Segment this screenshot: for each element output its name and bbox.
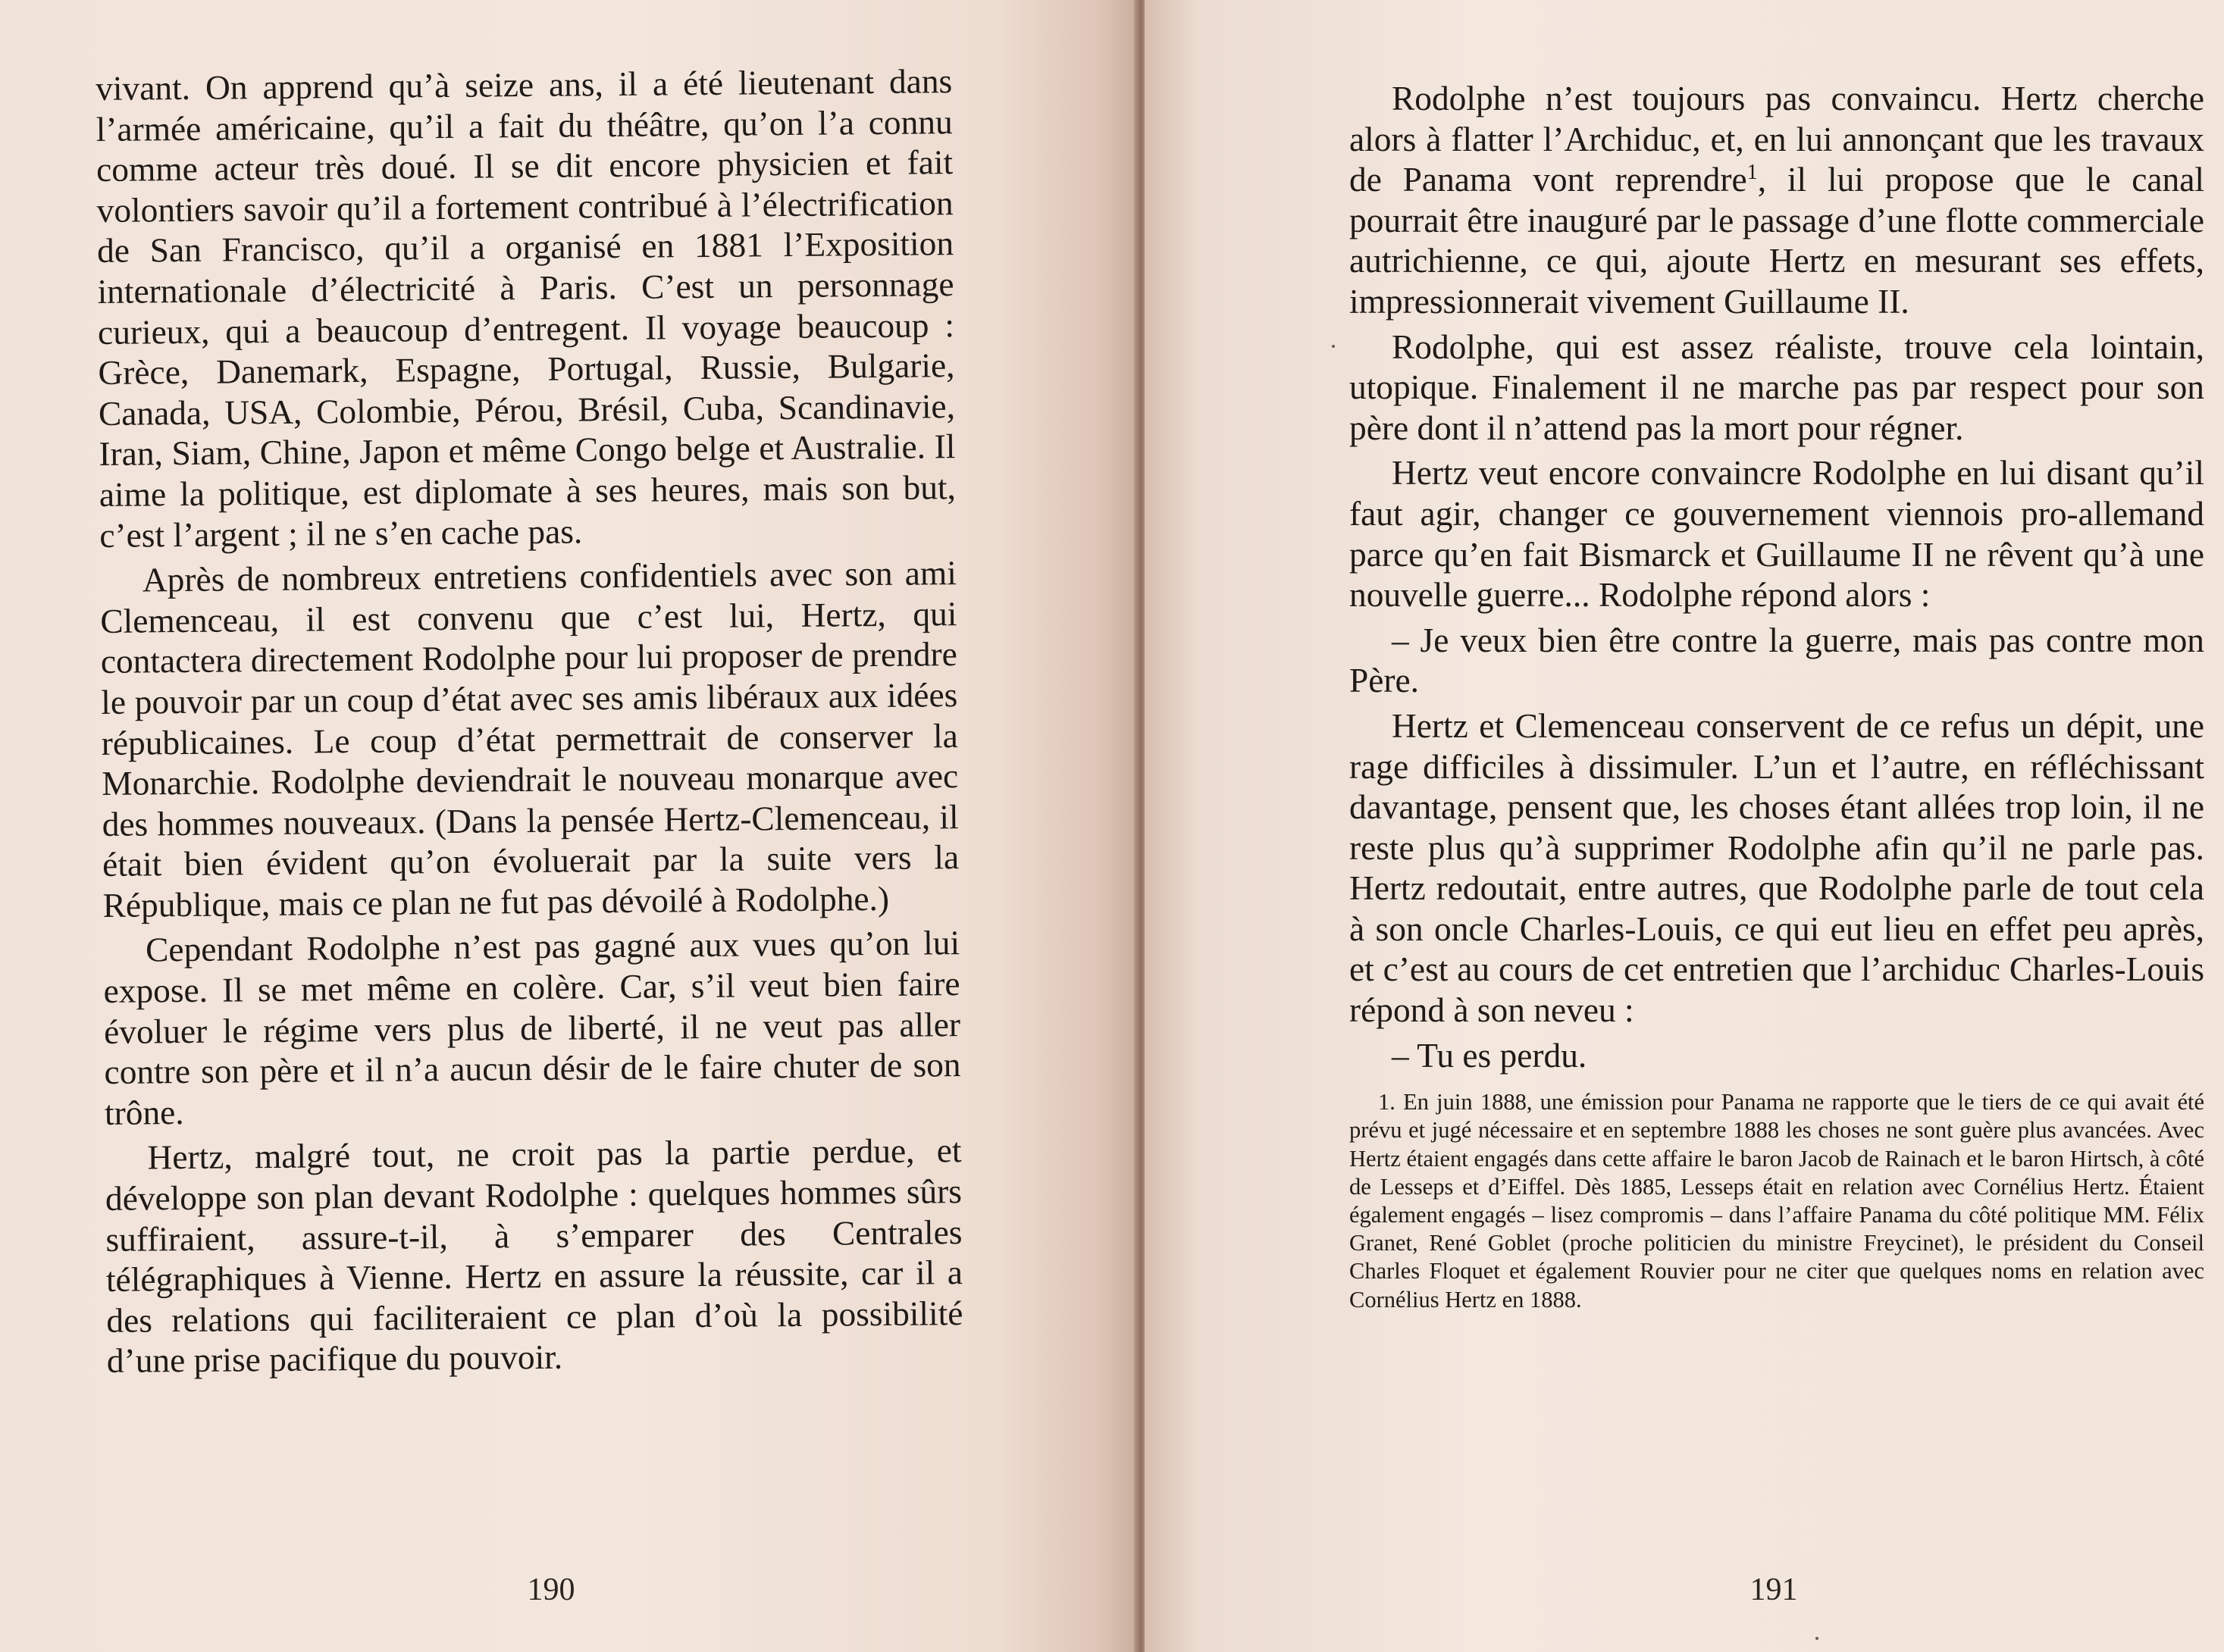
paragraph: vivant. On apprend qu’à seize ans, il a été lieutenant dans l’armée américaine, qu’il a fait du théâtre, qu’on l’a connu comme acteur très doué. Il se dit encore physicien et fait volontiers savoir qu’il a fortement contribué à l’électrification de San Francisco, qu’il a organisé en 1881 l’Exposition internationale d’électricité à Paris. C’est un personnage curieux, qui a beaucoup d’entregent. Il voyage beaucoup : Grèce, Danemark, Espagne, Portugal, Russie, Bulgarie, Canada, USA, Colombie, Pérou, Brésil, Cuba, Scandinavie, Iran, Siam, Chine, Japon et même Congo belge et Australie. Il aime la politique, est diplomate à ses heures, mais son but, c’est l’argent ; il ne s’en cache pas. — [96, 62, 957, 555]
paragraph: Après de nombreux entretiens confidentiels avec son ami Clemenceau, il est convenu que c’est lui, Hertz, qui contactera directement Rodolphe pour lui proposer de prendre le pouvoir par un coup d’état avec ses amis libéraux aux idées républicaines. Le coup d’état permettrait de conserver la Monarchie. Rodolphe deviendrait le nouveau monarque avec des hommes nouveaux. (Dans la pensée Hertz-Clemenceau, il était bien évident qu’on évoluerait par la suite vers la République, mais ce plan ne fut pas dévoilé à Rodolphe.) — [100, 554, 960, 925]
footnote-reference: 1 — [1746, 161, 1758, 185]
paragraph-text: , il lui propose que le canal pourrait être inauguré par le passage d’une flotte commerciale autrichienne, ce qui, ajoute Hertz en mesurant ses effets, impressionnerait vivement Guillaume II. — [1349, 161, 2205, 321]
dialogue-line: – Tu es perdu. — [1392, 1036, 1587, 1075]
page-number: 190 — [527, 1572, 575, 1607]
paragraph: Cependant Rodolphe n’est pas gagné aux vues qu’on lui expose. Il se met même en colère. Car, s’il veut bien faire évoluer le régime vers plus de liberté, il ne veut pas aller contre son père et il n’a aucun désir de le faire chuter de son trône. — [103, 924, 961, 1132]
paper-speck — [1815, 1637, 1818, 1640]
paragraph: Hertz et Clemenceau conservent de ce refus un dépit, une rage difficiles à dissimuler. L’un et l’autre, en réfléchissant davantage, pensent que, les choses étant allées trop loin, il ne reste plus qu’à supprimer Rodolphe afin qu’il ne parle pas. Hertz redoutait, entre autres, que Rodolphe parle de tout cela à son oncle Charles-Louis, ce qui eut lieu en effet peu après, et c’est au cours de cet entretien que l’archiduc Charles-Louis répond à son neveu : — [1349, 706, 2204, 1030]
page-number: 191 — [1749, 1572, 1798, 1607]
paragraph — [1349, 79, 2204, 323]
paragraph: Hertz, malgré tout, ne croit pas la partie perdue, et développe son plan devant Rodolphe : quelques hommes sûrs suffiraient, assure-t-il, à s’emparer des Centrales télégraphiques à Vienne. Hertz en assure la réussite, car il a des relations qui faciliteraient ce plan d’où la possibilité d’une prise pacifique du pouvoir. — [105, 1131, 963, 1381]
paper-speck — [1332, 345, 1335, 348]
dialogue-line: – Je veux bien être contre la guerre, mais pas contre mon Père. — [1349, 621, 2204, 700]
footnote: 1. En juin 1888, une émission pour Panama ne rapporte que le tiers de ce qui avait été prévu et jugé nécessaire et en septembre 1888 les choses ne sont guère plus avancées. Avec Hertz étaient engagés dans cette affaire le baron Jacob de Rainach et le baron Hirtsch, à côté de Lesseps et d’Eiffel. Dès 1885, Lesseps était en relation avec Cornélius Hertz. Étaient également engagés – lisez compromis – dans l’affaire Panama du côté politique MM. Félix Granet, René Goblet (proche politicien du ministre Freycinet), le président du Conseil Charles Floquet et également Rouvier pour ne citer que quelques noms en relation avec Cornélius Hertz en 1888. — [1349, 1089, 2204, 1313]
left-page-text — [96, 61, 963, 1387]
paragraph-text: Rodolphe n’est toujours pas convaincu. Hertz cherche alors à flatter l’Archiduc, et, en lui annonçant que les travaux de Panama vont reprendre — [1349, 80, 2204, 199]
paragraph: Hertz veut encore convaincre Rodolphe en lui disant qu’il faut agir, changer ce gouvernement viennois pro-allemand parce qu’en fait Bismarck et Guillaume II ne rêvent qu’à une nouvelle guerre... Rodolphe répond alors : — [1349, 454, 2204, 615]
paragraph: Rodolphe, qui est assez réaliste, trouve cela lointain, utopique. Finalement il ne marche pas par respect pour son père dont il n’attend pas la mort pour régner. — [1349, 327, 2204, 447]
right-page-text — [1349, 79, 2204, 1314]
